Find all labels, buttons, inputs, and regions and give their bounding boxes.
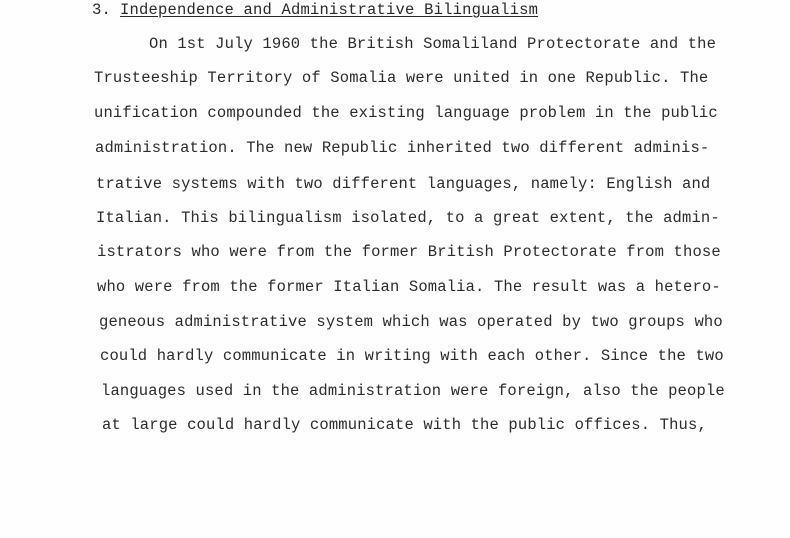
paragraph-line: unification compounded the existing language problem in the public [94,104,718,122]
section-title: Independence and Administrative Bilingualism [120,1,539,19]
section-number: 3. [92,1,112,19]
paragraph-line: trative systems with two different languages, namely: English and [96,175,711,193]
paragraph-line: could hardly communicate in writing with each other. Since the two [100,347,724,365]
paragraph-line: languages used in the administration were foreign, also the people [101,382,725,400]
paragraph-line: On 1st July 1960 the British Somaliland Protectorate and the [149,35,717,53]
paragraph-line: administration. The new Republic inherited two different adminis- [95,139,710,157]
section-heading [92,1,538,19]
paragraph-line: Trusteeship Territory of Somalia were united in one Republic. The [94,69,709,87]
paragraph-line: istrators who were from the former British Protectorate from those [97,243,721,261]
paragraph-line: geneous administrative system which was operated by two groups who [99,313,723,331]
paragraph-line: who were from the former Italian Somalia. The result was a hetero- [97,278,721,296]
paragraph-line: at large could hardly communicate with the public offices. Thus, [102,416,707,434]
paragraph-line: Italian. This bilingualism isolated, to a great extent, the admin- [96,209,720,227]
